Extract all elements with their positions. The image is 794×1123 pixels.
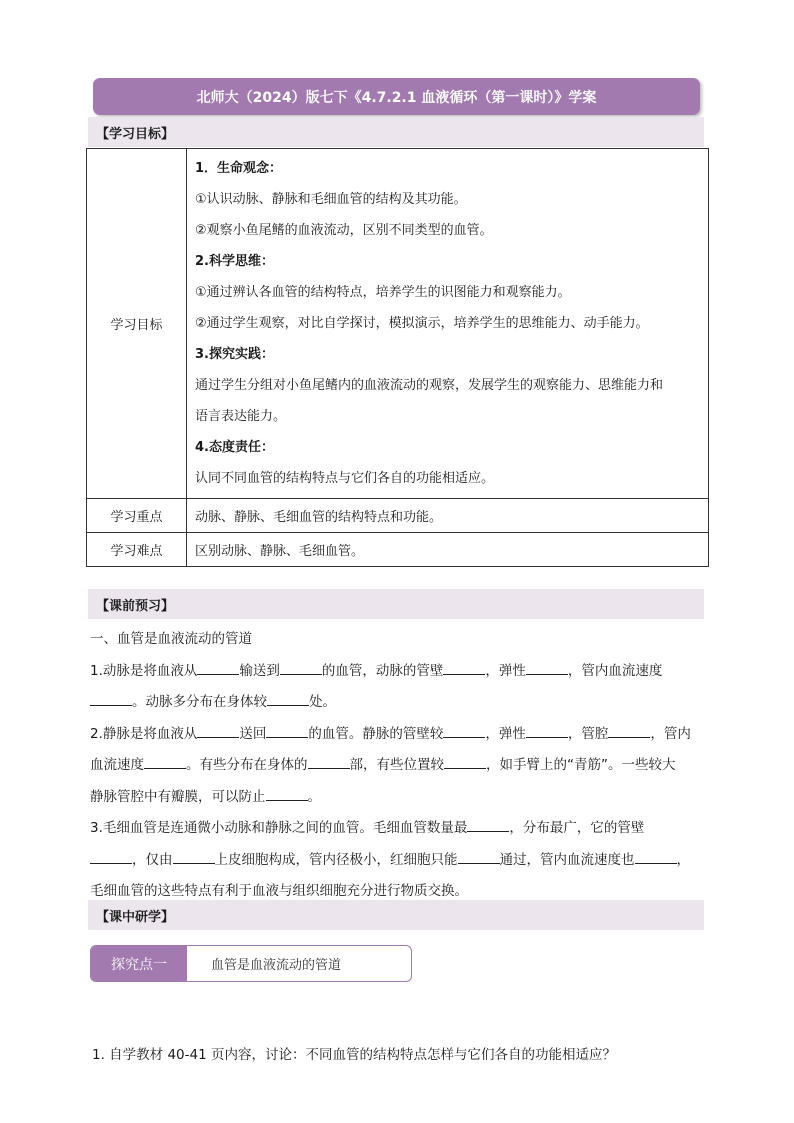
text: 。有些分布在身体的	[186, 757, 308, 773]
goal-line: 通过学生分组对小鱼尾鳍内的血液流动的观察，发展学生的观察能力、思维能力和	[195, 378, 664, 393]
fill-blank[interactable]	[458, 849, 500, 864]
fill-blank[interactable]	[526, 723, 568, 738]
text: ，弹性	[485, 662, 526, 679]
preview-line: 毛细血管的这些特点有利于血液与组织细胞充分进行物质交换。	[90, 883, 468, 899]
text: 静脉管腔中有瓣膜，可以防止	[90, 788, 266, 805]
fill-blank[interactable]	[266, 723, 308, 738]
text: 血流速度	[90, 757, 144, 773]
fill-blank[interactable]	[443, 723, 485, 738]
explore-point-topic: 血管是血液流动的管道	[211, 958, 342, 973]
text: 1.动脉是将血液从	[90, 662, 198, 679]
text: 输送到	[239, 662, 280, 679]
fill-blank[interactable]	[467, 817, 509, 832]
fill-blank[interactable]	[197, 660, 239, 675]
text: ，弹性	[485, 725, 526, 742]
goal-line: ②通过学生观察，对比自学探讨，模拟演示，培养学生的思维能力、动手能力。	[195, 316, 649, 331]
text: 。	[307, 788, 321, 805]
text: ，分布最广，它的管壁	[509, 820, 645, 836]
preview-heading: 一、血管是血液流动的管道	[90, 631, 252, 647]
text: 。动脉多分布在身体较	[132, 694, 267, 710]
text: 的血管。静脉的管壁较	[308, 725, 444, 742]
preview-body	[90, 624, 715, 908]
preview-line	[90, 813, 715, 845]
section-heading-goals: 【学习目标】	[88, 117, 704, 147]
difficulty-label-cell: 学习难点	[87, 533, 187, 567]
explore-point-tag: 探究点一	[91, 946, 187, 981]
key-label-cell: 学习重点	[87, 499, 187, 533]
fill-blank[interactable]	[443, 660, 485, 675]
fill-blank[interactable]	[267, 691, 309, 706]
text: ，管内血流速度	[567, 662, 663, 679]
preview-line	[90, 782, 715, 814]
fill-blank[interactable]	[526, 660, 568, 675]
goals-table	[86, 148, 709, 567]
preview-line	[90, 687, 715, 719]
explore-point-box	[90, 945, 412, 982]
fill-blank[interactable]	[280, 660, 322, 675]
fill-blank[interactable]	[608, 723, 650, 738]
text: 通过，管内血流速度也	[499, 851, 635, 868]
key-content-cell: 动脉、静脉、毛细血管的结构特点和功能。	[187, 499, 709, 533]
goal-line: ①认识动脉、静脉和毛细血管的结构及其功能。	[195, 192, 467, 207]
text: ，	[676, 851, 690, 868]
text: 上皮细胞构成，管内径极小，红细胞只能	[214, 851, 458, 868]
goal-line: ①通过辨认各血管的结构特点，培养学生的识图能力和观察能力。	[195, 285, 571, 300]
text: 送回	[239, 725, 267, 742]
goal-line: 认同不同血管的结构特点与它们各自的功能相适应。	[195, 471, 495, 486]
preview-line	[90, 750, 715, 782]
goal-content-cell	[187, 149, 709, 499]
text: 处。	[309, 694, 336, 710]
text: ，仅由	[132, 851, 173, 868]
fill-blank[interactable]	[635, 849, 677, 864]
fill-blank[interactable]	[90, 849, 132, 864]
fill-blank[interactable]	[173, 849, 215, 864]
text: ，管内	[650, 725, 691, 742]
text: 2.静脉是将血液从	[90, 725, 198, 742]
fill-blank[interactable]	[266, 786, 308, 801]
goal-line: 3.探究实践：	[195, 347, 274, 362]
fill-blank[interactable]	[144, 754, 186, 769]
goal-label-cell: 学习目标	[87, 149, 187, 499]
section-heading-preview: 【课前预习】	[88, 589, 704, 619]
preview-line	[90, 845, 715, 877]
fill-blank[interactable]	[90, 691, 132, 706]
difficulty-content-cell: 区别动脉、静脉、毛细血管。	[187, 533, 709, 567]
document-title: 北师大（2024）版七下《4.7.2.1 血液循环（第一课时）》学案	[93, 78, 700, 115]
fill-blank[interactable]	[197, 723, 239, 738]
fill-blank[interactable]	[444, 754, 486, 769]
discussion-question: 1. 自学教材 40-41 页内容，讨论：不同血管的结构特点怎样与它们各自的功能相适应？	[92, 1047, 616, 1063]
goal-line: 2.科学思维：	[195, 254, 274, 269]
fill-blank[interactable]	[308, 754, 350, 769]
text: ，如手臂上的“青筋”。一些较大	[486, 757, 676, 773]
goal-line: 4.态度责任：	[195, 440, 274, 455]
preview-line	[90, 656, 715, 688]
goal-line: 1．生命观念：	[195, 161, 283, 176]
section-heading-class: 【课中研学】	[88, 900, 704, 930]
preview-line	[90, 719, 715, 751]
goal-line: ②观察小鱼尾鳍的血液流动，区别不同类型的血管。	[195, 223, 493, 238]
text: 3.毛细血管是连通微小动脉和静脉之间的血管。毛细血管数量最	[90, 820, 468, 836]
text: 的血管，动脉的管壁	[321, 662, 444, 679]
text: 部，有些位置较	[349, 757, 444, 773]
goal-line: 语言表达能力。	[195, 409, 287, 424]
text: ，管腔	[567, 725, 609, 742]
